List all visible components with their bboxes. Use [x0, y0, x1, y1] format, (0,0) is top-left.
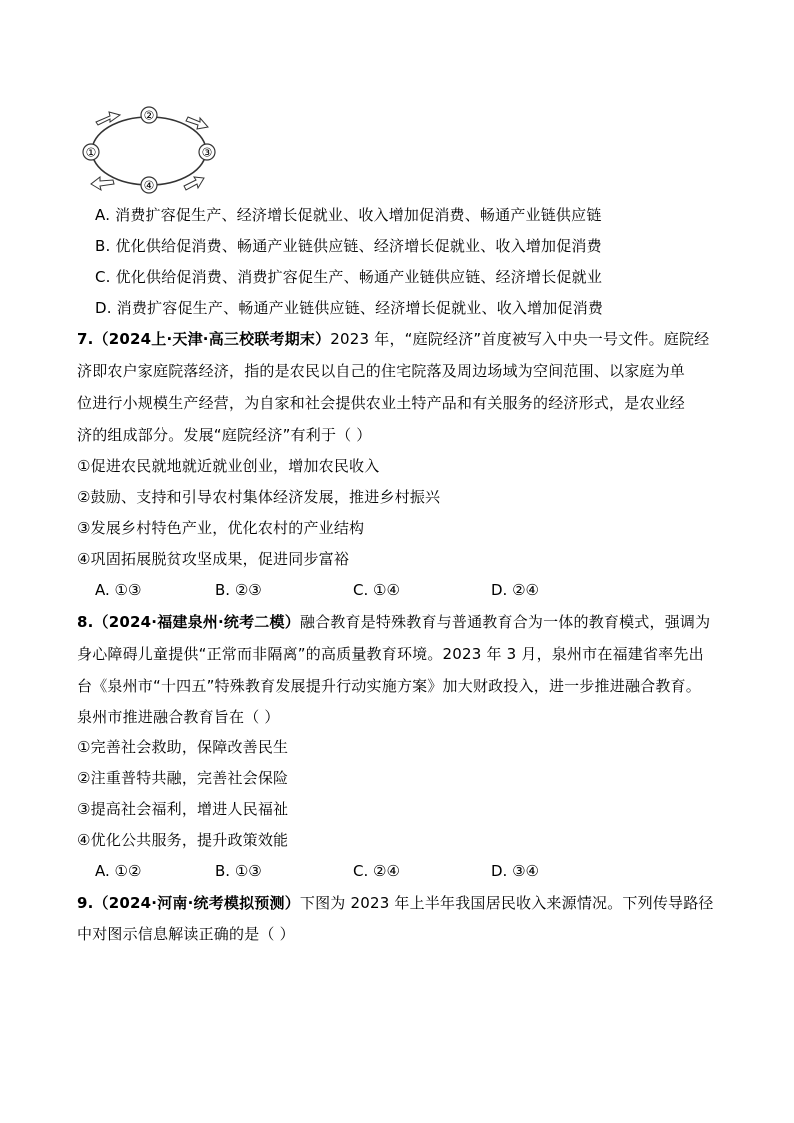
cycle-diagram [76, 100, 226, 196]
q6-option-d[interactable]: D. 消费扩容促生产、畅通产业链供应链、经济增长促就业、收入增加促消费 [95, 299, 604, 317]
q9-stem-line-2: 中对图示信息解读正确的是（ ） [77, 925, 295, 943]
q8-stem-line-1 [77, 612, 710, 632]
q7-statement-4: ④巩固拓展脱贫攻坚成果，促进同步富裕 [77, 550, 350, 568]
q7-choice-a[interactable]: A. ①③ [95, 581, 142, 599]
svg-text:②: ② [143, 108, 155, 123]
q7-stem-line-3: 位进行小规模生产经营，为自家和社会提供农业土特产品和有关服务的经济形式，是农业经 [77, 394, 686, 412]
q7-statement-1: ①促进农民就地就近就业创业，增加农民收入 [77, 457, 380, 475]
q7-choice-b[interactable]: B. ②③ [215, 581, 262, 599]
svg-text:③: ③ [201, 145, 213, 160]
q7-choice-d[interactable]: D. ②④ [491, 581, 539, 599]
q8-source: （2024·福建泉州·统考二模） [93, 613, 300, 631]
q9-stem-line-1 [77, 893, 714, 913]
q8-choice-a[interactable]: A. ①② [95, 862, 142, 880]
q8-stem-line-3: 台《泉州市“十四五”特殊教育发展提升行动实施方案》加大财政投入，进一步推进融合教育。 [77, 677, 701, 695]
arrow-bottom-right-icon [184, 177, 204, 190]
q8-statement-1: ①完善社会救助，保障改善民生 [77, 738, 289, 756]
q7-stem-line-4: 济的组成部分。发展“庭院经济”有利于（ ） [77, 426, 372, 444]
arrow-bottom-left-icon [91, 177, 114, 190]
q9-source: （2024·河南·统考模拟预测） [93, 894, 300, 912]
q8-stem-text: 融合教育是特殊教育与普通教育合为一体的教育模式，强调为 [299, 613, 711, 631]
q8-choice-c[interactable]: C. ②④ [353, 862, 400, 880]
q8-choice-d[interactable]: D. ③④ [491, 862, 539, 880]
q7-stem-line-2: 济即农户家庭院落经济，指的是农民以自己的住宅院落及周边场域为空间范围、以家庭为单 [77, 362, 686, 380]
q7-source: （2024上·天津·高三校联考期末） [93, 330, 331, 348]
q8-stem-line-2: 身心障碍儿童提供“正常而非隔离”的高质量教育环境。2023 年 3 月，泉州市在福建省率先出 [77, 645, 704, 663]
q6-option-b[interactable]: B. 优化供给促消费、畅通产业链供应链、经济增长促就业、收入增加促消费 [95, 237, 602, 255]
q7-choice-c[interactable]: C. ①④ [353, 581, 400, 599]
q9-stem-text: 下图为 2023 年上半年我国居民收入来源情况。下列传导路径 [299, 894, 714, 912]
svg-text:④: ④ [143, 178, 155, 193]
q6-option-a[interactable]: A. 消费扩容促生产、经济增长促就业、收入增加促消费、畅通产业链供应链 [95, 206, 602, 224]
q8-statement-3: ③提高社会福利，增进人民福祉 [77, 800, 289, 818]
node-1 [83, 144, 99, 160]
svg-text:①: ① [85, 145, 97, 160]
q8-statement-2: ②注重普特共融，完善社会保险 [77, 769, 289, 787]
q8-choice-b[interactable]: B. ①③ [215, 862, 262, 880]
q7-statement-3: ③发展乡村特色产业，优化农村的产业结构 [77, 519, 365, 537]
node-2 [141, 107, 157, 123]
node-4 [141, 177, 157, 193]
node-3 [199, 144, 215, 160]
cycle-ellipse [92, 117, 206, 185]
q7-stem-text: 2023 年，“庭院经济”首度被写入中央一号文件。庭院经 [330, 330, 710, 348]
q7-stem-line-1 [77, 329, 709, 349]
q8-statement-4: ④优化公共服务，提升政策效能 [77, 831, 289, 849]
q8-stem-line-4: 泉州市推进融合教育旨在（ ） [77, 708, 280, 726]
q6-option-c[interactable]: C. 优化供给促消费、消费扩容促生产、畅通产业链供应链、经济增长促就业 [95, 268, 603, 286]
q9-number: 9. [77, 894, 94, 912]
q7-statement-2: ②鼓励、支持和引导农村集体经济发展，推进乡村振兴 [77, 488, 441, 506]
q8-number: 8. [77, 613, 94, 631]
q7-number: 7. [77, 330, 94, 348]
